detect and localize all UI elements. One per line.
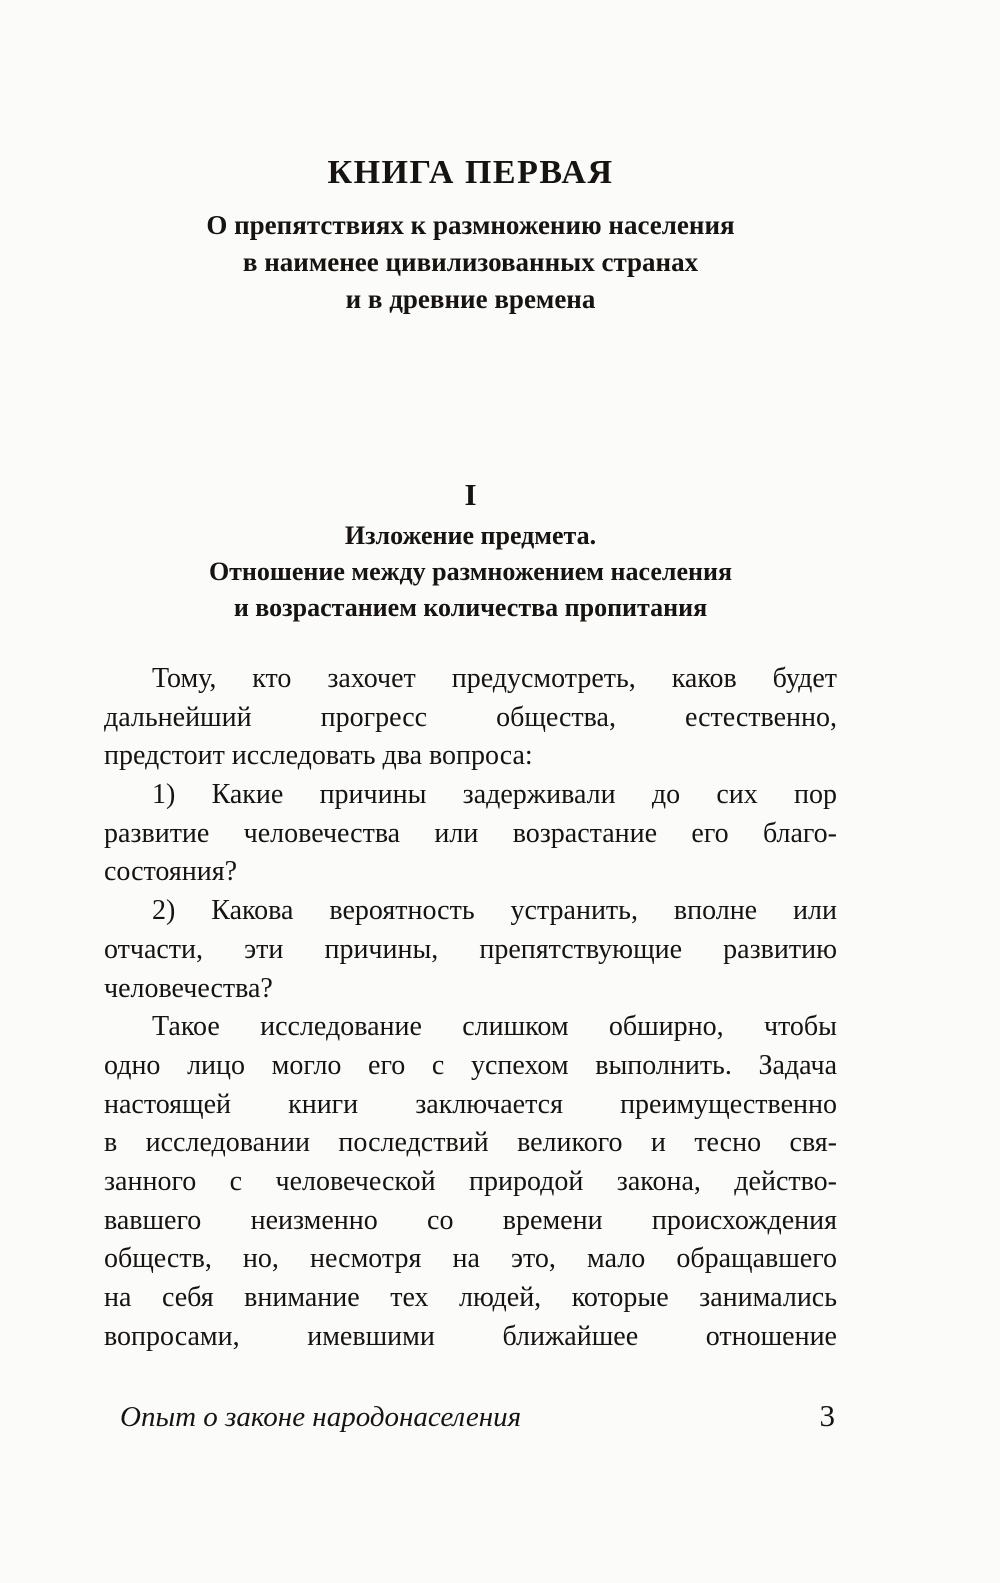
book-subtitle (104, 207, 837, 318)
chapter-title-line: и возрастанием количества пропитания (233, 593, 708, 622)
body-text-line: развитие человечества или возрастание его благо- (104, 817, 837, 849)
book-subtitle-line: в наименее цивилизованных странах (242, 247, 699, 277)
body-text-line: вопросами, имевшими ближайшее отношение (104, 1320, 837, 1352)
body-text-line: дальнейший прогресс общества, естественно, (104, 701, 837, 733)
body-text-line: состояния? (104, 856, 238, 888)
body-text-line: на себя внимание тех людей, которые занимались (104, 1282, 837, 1313)
body-text-line: Такое исследование слишком обширно, чтобы (152, 1011, 837, 1043)
body-text-line: настоящей книги заключается преимущественно (104, 1088, 837, 1120)
chapter-number: I (464, 477, 477, 512)
body-text (104, 660, 837, 1356)
book-subtitle-line: О препятствиях к размножению населения (206, 210, 735, 240)
body-text-line: вавшего неизменно со времени происхождения (104, 1204, 837, 1236)
book-subtitle-line: и в древние времена (345, 284, 596, 314)
book-title: КНИГА ПЕРВАЯ (327, 154, 614, 191)
chapter-title-line: Изложение предмета. (344, 521, 597, 550)
body-text-line: в исследовании последствий великого и тесно свя- (104, 1127, 837, 1159)
page-number: 3 (819, 1398, 835, 1433)
body-text-line: отчасти, эти причины, препятствующие развитию (104, 933, 837, 965)
body-text-line: предстоит исследовать два вопроса: (104, 740, 533, 772)
body-text-line: Тому, кто захочет предусмотреть, каков будет (152, 663, 837, 694)
body-text-line: 2) Какова вероятность устранить, вполне или (152, 895, 837, 927)
page-footer (104, 1398, 837, 1435)
chapter-title (104, 518, 837, 626)
body-text-line: человечества? (104, 972, 273, 1004)
chapter-title-line: Отношение между размножением населения (208, 557, 733, 586)
body-text-line: обществ, но, несмотря на это, мало обращавшего (104, 1243, 837, 1275)
body-text-line: одно лицо могло его с успехом выполнить. Задача (104, 1049, 837, 1081)
running-title: Опыт о законе народонаселения (120, 1401, 522, 1433)
body-text-line: 1) Какие причины задерживали до сих пор (152, 779, 837, 811)
body-text-line: занного с человеческой природой закона, действо- (104, 1165, 837, 1197)
